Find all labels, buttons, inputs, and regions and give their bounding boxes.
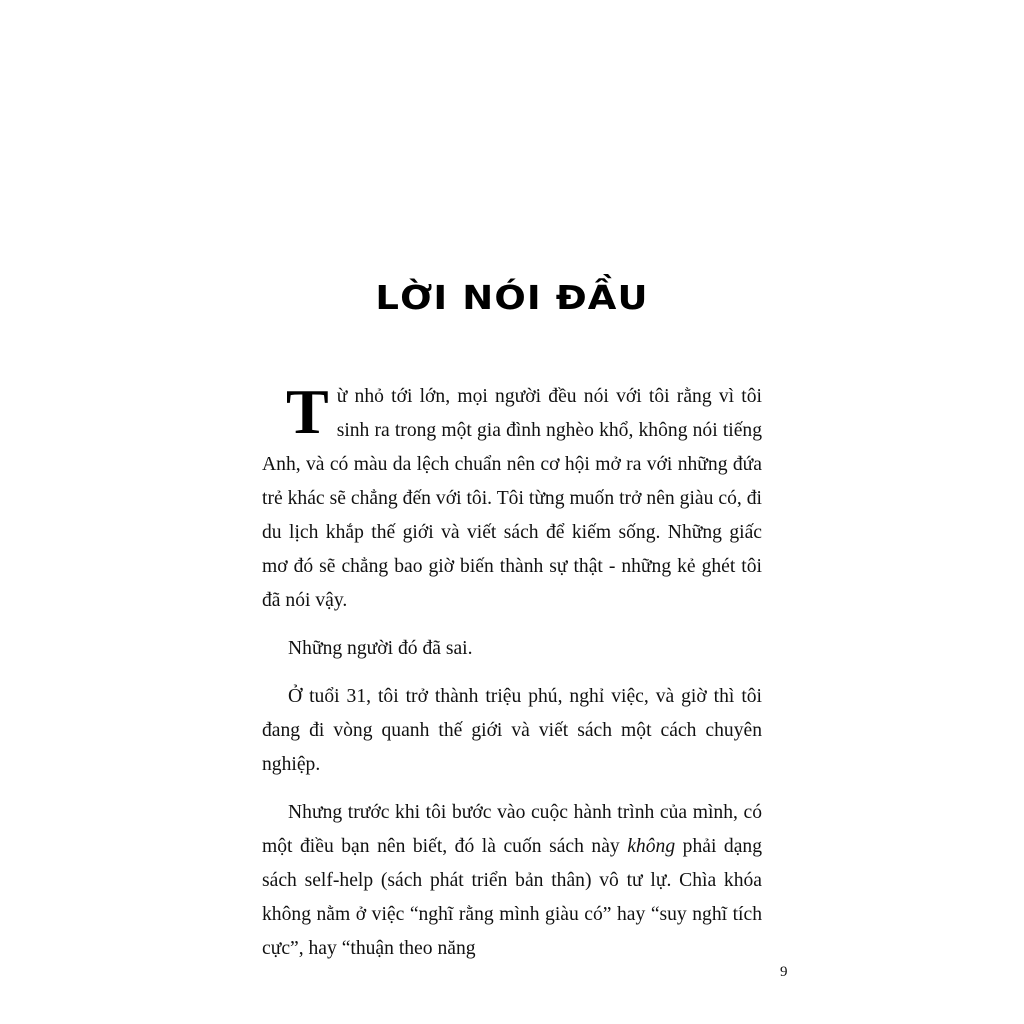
paragraph-4	[262, 796, 762, 966]
drop-cap: T	[286, 376, 329, 447]
paragraph-4-emphasis: không	[627, 836, 676, 857]
page-number: 9	[780, 964, 788, 980]
chapter-title: LỜI NÓI ĐẦU	[375, 278, 649, 317]
paragraph-4-before: Nhưng trước khi tôi bước vào cuộc hành trình của mình, có một điều bạn nên biết, đó là cuốn sách này	[262, 802, 762, 857]
paragraph-1	[262, 376, 762, 618]
paragraph-2: Những người đó đã sai.	[288, 638, 473, 659]
paragraph-3: Ở tuổi 31, tôi trở thành triệu phú, nghỉ việc, và giờ thì tôi đang đi vòng quanh thế giới và viết sách một cách chuyên nghiệp.	[262, 686, 762, 775]
paragraph-1-text: ừ nhỏ tới lớn, mọi người đều nói với tôi rằng vì tôi sinh ra trong một gia đình nghèo khổ, không nói tiếng Anh, và có màu da lệch chuẩn nên cơ hội mở ra với những đứa trẻ khác sẽ chẳng đến với tôi. Tôi từng muốn trở nên giàu có, đi du lịch khắp thế giới và viết sách để kiếm sống. Những giấc mơ đó sẽ chẳng bao giờ biến thành sự thật - những kẻ ghét tôi đã nói vậy.	[262, 386, 762, 611]
paragraph-4-after: phải dạng sách self-help (sách phát triển bản thân) vô tư lự. Chìa khóa không nằm ở việc “nghĩ rằng mình giàu có” hay “suy nghĩ tích cực”, hay “thuận theo năng	[262, 836, 762, 959]
body-text	[262, 376, 762, 980]
